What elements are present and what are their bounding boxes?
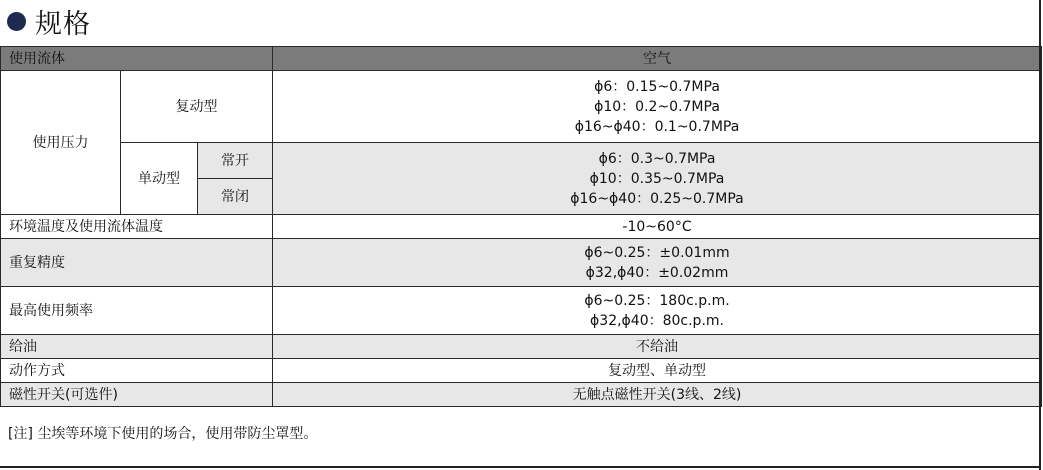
page-title: 规格 [35,8,91,40]
repeatability-line: ϕ32,ϕ40：±0.02mm [585,264,729,281]
row-temperature [1,215,1042,239]
pressure-label: 使用压力 [1,71,121,215]
single-acting-line: ϕ6：0.3~0.7MPa [598,150,716,167]
double-acting-label: 复动型 [121,71,273,143]
lubrication-value: 不给油 [273,335,1042,359]
double-acting-value [273,71,1042,143]
repeatability-line: ϕ6~0.25：±0.01mm [584,244,730,261]
row-lubrication [1,335,1042,359]
single-acting-line: ϕ16~ϕ40：0.25~0.7MPa [570,190,744,207]
magnetic-switch-label: 磁性开关(可选件) [1,383,273,407]
normally-closed-label: 常闭 [198,179,273,215]
max-frequency-value [273,287,1042,335]
title-row [0,0,91,42]
repeatability-value [273,239,1042,287]
max-frequency-label: 最高使用频率 [1,287,273,335]
temperature-label: 环境温度及使用流体温度 [1,215,273,239]
repeatability-label: 重复精度 [1,239,273,287]
double-acting-line: ϕ6：0.15~0.7MPa [594,78,720,95]
single-acting-label: 单动型 [121,143,198,215]
fluid-label: 使用流体 [1,47,273,71]
single-acting-line: ϕ10：0.35~0.7MPa [589,170,725,187]
double-acting-line: ϕ16~ϕ40：0.1~0.7MPa [574,118,740,135]
footnote: [注] 尘埃等环境下使用的场合，使用带防尘罩型。 [8,426,318,442]
frame-border-right [1039,0,1041,470]
fluid-value: 空气 [273,47,1042,71]
temperature-value: -10~60°C [273,215,1042,239]
action-label: 动作方式 [1,359,273,383]
row-max-frequency [1,287,1042,335]
normally-open-label: 常开 [198,143,273,179]
row-single-acting-open [1,143,1042,179]
lubrication-label: 给油 [1,335,273,359]
double-acting-line: ϕ10：0.2~0.7MPa [594,98,720,115]
bullet-icon [7,12,26,31]
magnetic-switch-value: 无触点磁性开关(3线、2线) [273,383,1042,407]
row-action [1,359,1042,383]
row-magnetic-switch [1,383,1042,407]
spec-table [0,46,1042,407]
row-fluid [1,47,1042,71]
single-acting-value [273,143,1042,215]
max-frequency-line: ϕ6~0.25：180c.p.m. [584,292,730,309]
frame-border-bottom [0,466,1041,468]
action-value: 复动型、单动型 [273,359,1042,383]
max-frequency-line: ϕ32,ϕ40：80c.p.m. [590,312,724,329]
row-double-acting [1,71,1042,143]
row-repeatability [1,239,1042,287]
